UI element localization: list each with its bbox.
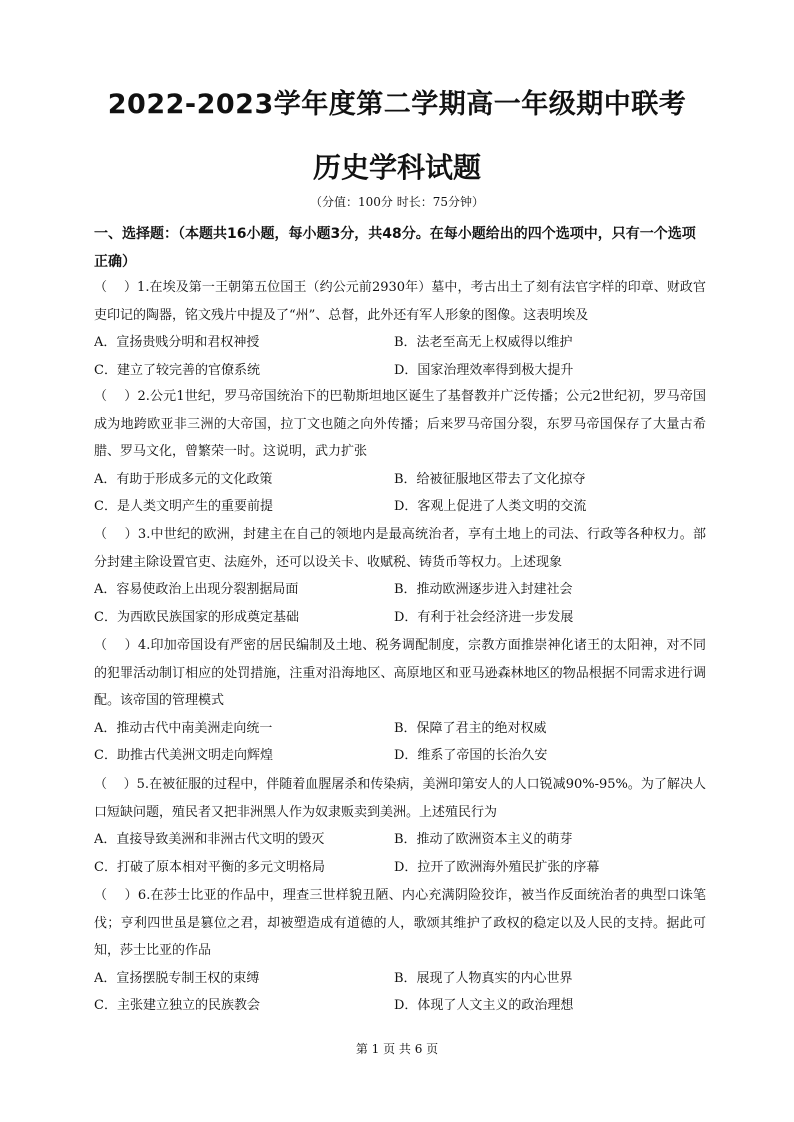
options (94, 965, 706, 1020)
options (94, 576, 706, 631)
option-a: A．宣扬摆脱专制王权的束缚 (94, 970, 260, 986)
option-c: C．建立了较完善的官僚系统 (94, 362, 260, 378)
question-stem (94, 882, 706, 965)
answer-blank: （ ） (94, 638, 138, 653)
question-4 (94, 632, 706, 770)
question-text: 1.在埃及第一王朝第五位国王（约公元前2930年）墓中，考古出土了刻有法官字样的印章、财政官吏印记的陶器，铭文残片中提及了“州”、总督，此外还有军人形象的图像。这表明埃及 (94, 280, 706, 323)
option-a: A．推动古代中南美洲走向统一 (94, 720, 273, 736)
option-d: D．拉开了欧洲海外殖民扩张的序幕 (394, 859, 600, 875)
option-d: D．国家治理效率得到极大提升 (394, 362, 574, 378)
option-b: B．推动了欧洲资本主义的萌芽 (394, 832, 573, 847)
question-stem (94, 274, 706, 329)
section-heading: 一、选择题：（本题共16小题，每小题3分，共48分。在每小题给出的四个选项中，只有一个选项正确） (94, 226, 696, 270)
question-text: 6.在莎士比亚的作品中，理查三世样貌丑陋、内心充满阴险狡诈，被当作反面统治者的典型口诛笔伐；亨利四世虽是篡位之君，却被塑造成有道德的人，歌颂其维护了政权的稳定以及人民的支持。据此可知，莎士比亚的作品 (94, 888, 707, 958)
question-5 (94, 771, 706, 881)
options (94, 715, 706, 770)
question-stem (94, 383, 706, 466)
option-b: B．给被征服地区带去了文化掠夺 (394, 471, 586, 487)
question-stem (94, 771, 706, 826)
question-3 (94, 521, 706, 631)
option-b: B．推动欧洲逐步进入封建社会 (394, 582, 573, 597)
answer-blank: （ ） (94, 389, 138, 404)
page-number: 第 1 页 共 6 页 (355, 1042, 439, 1056)
option-d: D．客观上促进了人类文明的交流 (394, 499, 587, 514)
option-a: A．宣扬贵贱分明和君权神授 (94, 335, 260, 350)
option-c: C．是人类文明产生的重要前提 (94, 499, 273, 514)
question-2 (94, 383, 706, 521)
option-c: C．为西欧民族国家的形成奠定基础 (94, 609, 299, 625)
question-text: 3.中世纪的欧洲，封建主在自己的领地内是最高统治者，享有土地上的司法、行政等各种权力。部分封建主除设置官吏、法庭外，还可以设关卡、收赋税、铸货币等权力。上述现象 (94, 527, 707, 570)
score-time-info: （分值：100分 时长：75分钟） (310, 195, 484, 209)
options (94, 466, 706, 521)
exam-title: 2022-2023学年度第二学期高一年级期中联考 (107, 89, 687, 120)
option-b: B．法老至高无上权威得以维护 (394, 335, 573, 350)
options (94, 826, 706, 881)
option-a: A．直接导致美洲和非洲古代文明的毁灭 (94, 832, 325, 847)
answer-blank: （ ） (94, 888, 138, 903)
question-stem (94, 521, 706, 576)
question-1 (94, 274, 706, 384)
option-d: D．有利于社会经济进一步发展 (394, 609, 574, 625)
option-c: C．主张建立独立的民族教会 (94, 998, 260, 1013)
option-d: D．维系了帝国的长治久安 (394, 748, 548, 763)
question-6 (94, 882, 706, 1020)
question-text: 4.印加帝国设有严密的居民编制及土地、税务调配制度，宗教方面推崇神化诸王的太阳神，对不同的犯罪活动制订相应的处罚措施，注重对沿海地区、高原地区和亚马逊森林地区的物品根据不同需求进行调配。该帝国的管理模式 (94, 638, 707, 708)
option-d: D．体现了人文主义的政治理想 (394, 998, 574, 1013)
question-text: 5.在被征服的过程中，伴随着血腥屠杀和传染病，美洲印第安人的人口锐减90%-95%。为了解决人口短缺问题，殖民者又把非洲黑人作为奴隶贩卖到美洲。上述殖民行为 (94, 777, 707, 820)
option-c: C．打破了原本相对平衡的多元文明格局 (94, 859, 325, 875)
question-stem (94, 632, 706, 715)
question-text: 2.公元1世纪，罗马帝国统治下的巴勒斯坦地区诞生了基督教并广泛传播；公元2世纪初，罗马帝国成为地跨欧亚非三洲的大帝国，拉丁文也随之向外传播；后来罗马帝国分裂，东罗马帝国保存了大量古希腊、罗马文化，曾繁荣一时。这说明，武力扩张 (94, 389, 706, 459)
options (94, 329, 706, 384)
answer-blank: （ ） (94, 280, 138, 295)
option-a: A．容易使政治上出现分裂割据局面 (94, 582, 299, 597)
option-b: B．展现了人物真实的内心世界 (394, 970, 573, 986)
answer-blank: （ ） (94, 777, 137, 792)
option-b: B．保障了君主的绝对权威 (394, 720, 547, 736)
option-c: C．助推古代美洲文明走向辉煌 (94, 748, 273, 763)
exam-subtitle: 历史学科试题 (312, 151, 481, 184)
option-a: A．有助于形成多元的文化政策 (94, 471, 273, 487)
answer-blank: （ ） (94, 527, 138, 542)
